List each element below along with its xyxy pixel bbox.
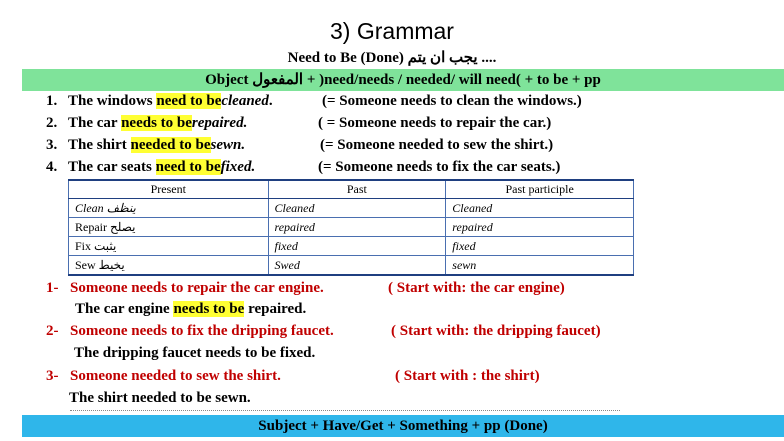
formula-banner: Object المفعول + )need/needs / needed/ will need( + to be + pp — [22, 69, 784, 91]
task-2-start: ( Start with: the dripping faucet) — [391, 323, 601, 339]
table-row — [69, 256, 634, 276]
table-cell: Cleaned — [268, 199, 446, 218]
table-header: Past — [268, 180, 446, 199]
table-cell: Fix يثبت — [69, 237, 269, 256]
task-2-prompt: 2- Someone needs to fix the dripping faucet. — [46, 323, 334, 339]
example-2-meaning: ( = Someone needs to repair the car.) — [318, 115, 552, 131]
table-cell: repaired — [446, 218, 634, 237]
example-4: 4. The car seats need to befixed. — [46, 159, 256, 175]
footer-banner: Subject + Have/Get + Something + pp (Done) — [22, 415, 784, 437]
verb-forms-table — [68, 179, 634, 276]
task-3-answer: The shirt needed to be sewn. — [69, 390, 251, 406]
example-2: 2. The car needs to berepaired. — [46, 115, 248, 131]
table-header: Present — [69, 180, 269, 199]
table-cell: Sew يخيط — [69, 256, 269, 276]
task-1-answer: The car engine needs to be repaired. — [75, 301, 307, 317]
task-3-start: ( Start with : the shirt) — [395, 368, 540, 384]
divider — [70, 410, 620, 411]
table-row — [69, 199, 634, 218]
table-cell: fixed — [268, 237, 446, 256]
table-cell: Repair يصلح — [69, 218, 269, 237]
subtitle: Need to Be (Done) يجب ان يتم .... — [287, 50, 497, 66]
example-1: 1. The windows need to becleaned. — [46, 93, 273, 109]
table-cell: repaired — [268, 218, 446, 237]
table-header: Past participle — [446, 180, 634, 199]
page-title: 3) Grammar — [330, 18, 454, 44]
example-3-meaning: (= Someone needed to sew the shirt.) — [320, 137, 554, 153]
table-row — [69, 218, 634, 237]
task-2-answer: The dripping faucet needs to be fixed. — [74, 345, 316, 361]
task-1-start: ( Start with: the car engine) — [388, 280, 565, 296]
example-3: 3. The shirt needed to besewn. — [46, 137, 246, 153]
table-cell: Clean ينظف — [69, 199, 269, 218]
task-3-prompt: 3- Someone needed to sew the shirt. — [46, 368, 281, 384]
table-row — [69, 237, 634, 256]
table-cell: sewn — [446, 256, 634, 276]
table-cell: Swed — [268, 256, 446, 276]
task-1-prompt: 1- Someone needs to repair the car engine. — [46, 280, 324, 296]
table-cell: Cleaned — [446, 199, 634, 218]
example-1-meaning: (= Someone needs to clean the windows.) — [322, 93, 582, 109]
example-4-meaning: (= Someone needs to fix the car seats.) — [318, 159, 561, 175]
table-cell: fixed — [446, 237, 634, 256]
